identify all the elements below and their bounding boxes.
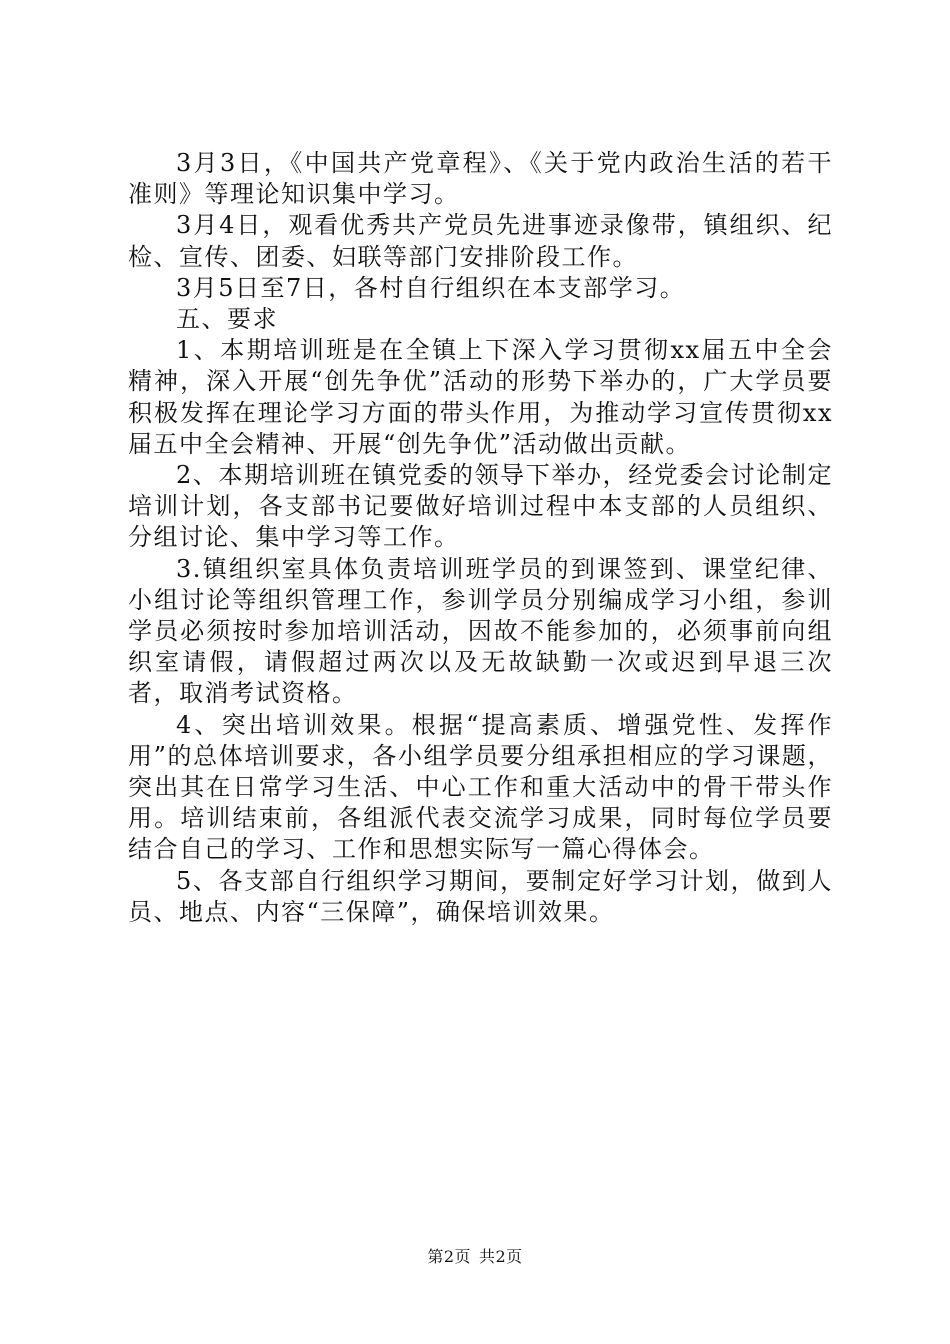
paragraph-requirement-1: 1、本期培训班是在全镇上下深入学习贯彻xx届五中全会精神，深入开展“创先争优”活动的形势下举办的，广大学员要积极发挥在理论学习方面的带头作用，为推动学习宣传贯彻xx届五中全会精神、开展“创先争优”活动做出贡献。 xyxy=(128,336,833,458)
paragraph-schedule-march-5-7: 3月5日至7日，各村自行组织在本支部学习。 xyxy=(176,273,686,302)
paragraph-requirement-2: 2、本期培训班在镇党委的领导下举办，经党委会讨论制定培训计划，各支部书记要做好培训过程中本支部的人员组织、分组讨论、集中学习等工作。 xyxy=(128,461,833,552)
paragraph-requirement-4: 4、突出培训效果。根据“提高素质、增强党性、发挥作用”的总体培训要求，各小组学员要分组承担相应的学习课题，突出其在日常学习生活、中心工作和重大活动中的骨干带头作用。培训结束前，各组派代表交流学习成果，同时每位学员要结合自己的学习、工作和思想实际写一篇心得体会。 xyxy=(128,710,833,864)
paragraph-schedule-march-3: 3月3日，《中国共产党章程》、《关于党内政治生活的若干准则》等理论知识集中学习。 xyxy=(128,149,833,209)
document-body xyxy=(128,148,833,928)
paragraph-requirement-3: 3.镇组织室具体负责培训班学员的到课签到、课堂纪律、小组讨论等组织管理工作，参训学员分别编成学习小组，参训学员必须按时参加培训活动，因故不能参加的，必须事前向组织室请假，请假超过两次以及无故缺勤一次或迟到早退三次者，取消考试资格。 xyxy=(128,554,833,708)
paragraph-requirement-5: 5、各支部自行组织学习期间，要制定好学习计划，做到人员、地点、内容“三保障”，确保培训效果。 xyxy=(128,866,833,926)
page-number-current: 第2页 xyxy=(427,1247,471,1266)
page-number-total: 共2页 xyxy=(479,1247,523,1266)
paragraph-schedule-march-4: 3月4日，观看优秀共产党员先进事迹录像带，镇组织、纪检、宣传、团委、妇联等部门安排阶段工作。 xyxy=(128,211,833,271)
page-footer xyxy=(0,1244,950,1267)
section-heading-requirements: 五、要求 xyxy=(176,305,278,334)
